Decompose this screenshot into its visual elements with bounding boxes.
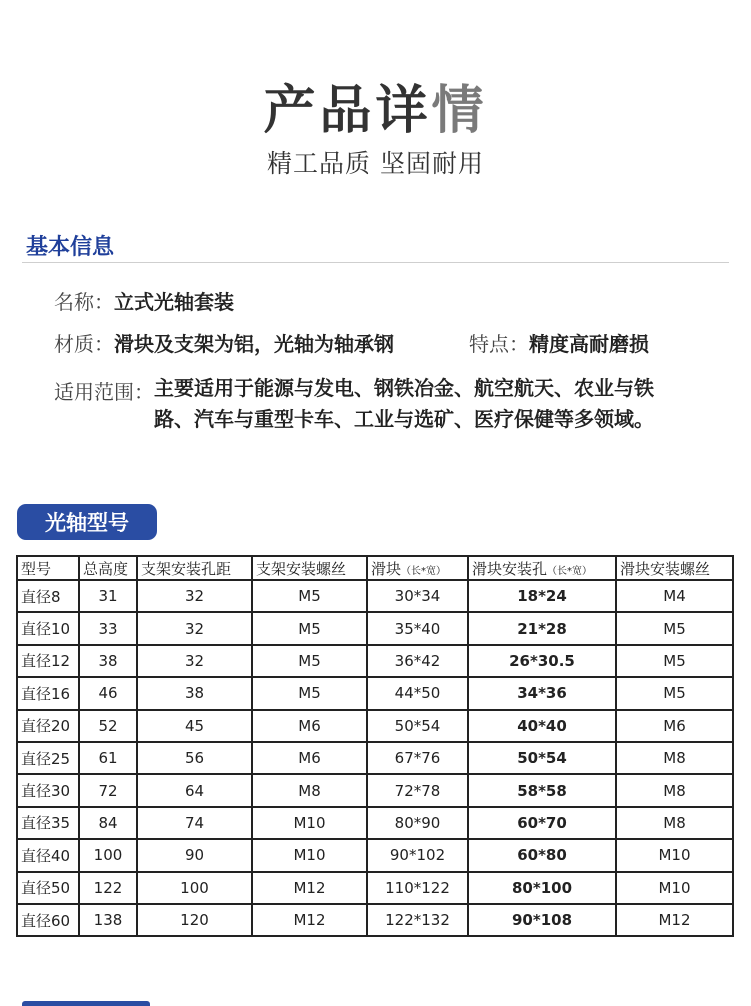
cell-bracket-hole-distance: 120 bbox=[137, 904, 252, 936]
cell-bracket-hole-distance: 32 bbox=[137, 612, 252, 644]
cell-slider-screw: M6 bbox=[616, 710, 733, 742]
cell-total-height: 84 bbox=[79, 807, 137, 839]
cell-bracket-screw: M5 bbox=[252, 580, 367, 612]
cell-slider-size: 35*40 bbox=[367, 612, 468, 644]
cell-model: 直径35 bbox=[17, 807, 79, 839]
basic-info-divider bbox=[22, 262, 729, 263]
table-row bbox=[17, 807, 733, 839]
bottom-section-bar bbox=[22, 1001, 150, 1006]
header-slider-note: （长*宽） bbox=[401, 565, 447, 577]
material-row bbox=[54, 328, 394, 357]
cell-slider-screw: M4 bbox=[616, 580, 733, 612]
header-slider-label: 滑块 bbox=[371, 559, 402, 578]
cell-total-height: 52 bbox=[79, 710, 137, 742]
scope-value bbox=[154, 373, 654, 435]
feature-label: 特点： bbox=[469, 332, 529, 356]
cell-slider-screw: M5 bbox=[616, 677, 733, 709]
cell-slider-screw: M10 bbox=[616, 839, 733, 871]
cell-bracket-hole-distance: 45 bbox=[137, 710, 252, 742]
cell-bracket-hole-distance: 64 bbox=[137, 774, 252, 806]
cell-total-height: 72 bbox=[79, 774, 137, 806]
header-slider-screw: 滑块安装螺丝 bbox=[616, 556, 733, 580]
cell-slider-size: 36*42 bbox=[367, 645, 468, 677]
cell-total-height: 138 bbox=[79, 904, 137, 936]
cell-slider-screw: M5 bbox=[616, 612, 733, 644]
cell-bracket-screw: M6 bbox=[252, 710, 367, 742]
cell-slider-size: 30*34 bbox=[367, 580, 468, 612]
header-slider-hole-note: （长*宽） bbox=[547, 565, 593, 577]
cell-slider-hole: 80*100 bbox=[468, 872, 616, 904]
table-row bbox=[17, 774, 733, 806]
cell-bracket-hole-distance: 38 bbox=[137, 677, 252, 709]
cell-slider-size: 44*50 bbox=[367, 677, 468, 709]
cell-slider-hole: 18*24 bbox=[468, 580, 616, 612]
table-row bbox=[17, 612, 733, 644]
cell-slider-size: 50*54 bbox=[367, 710, 468, 742]
spec-table bbox=[16, 555, 734, 937]
table-row bbox=[17, 710, 733, 742]
cell-bracket-screw: M5 bbox=[252, 677, 367, 709]
cell-slider-hole: 60*70 bbox=[468, 807, 616, 839]
cell-slider-hole: 90*108 bbox=[468, 904, 616, 936]
cell-total-height: 38 bbox=[79, 645, 137, 677]
table-row bbox=[17, 742, 733, 774]
cell-slider-screw: M8 bbox=[616, 807, 733, 839]
table-row bbox=[17, 872, 733, 904]
header-slider-hole bbox=[468, 556, 616, 580]
table-row bbox=[17, 904, 733, 936]
scope-line-2: 路、汽车与重型卡车、工业与选矿、医疗保健等多领域。 bbox=[154, 407, 654, 431]
cell-slider-hole: 58*58 bbox=[468, 774, 616, 806]
material-value: 滑块及支架为铝，光轴为轴承钢 bbox=[114, 332, 394, 356]
cell-slider-screw: M10 bbox=[616, 872, 733, 904]
cell-bracket-screw: M10 bbox=[252, 807, 367, 839]
cell-slider-hole: 40*40 bbox=[468, 710, 616, 742]
cell-model: 直径50 bbox=[17, 872, 79, 904]
shaft-model-pill: 光轴型号 bbox=[17, 504, 157, 540]
scope-label: 适用范围： bbox=[54, 380, 154, 404]
cell-model: 直径8 bbox=[17, 580, 79, 612]
feature-row bbox=[469, 328, 649, 357]
cell-slider-hole: 34*36 bbox=[468, 677, 616, 709]
cell-slider-size: 67*76 bbox=[367, 742, 468, 774]
cell-bracket-hole-distance: 100 bbox=[137, 872, 252, 904]
cell-model: 直径10 bbox=[17, 612, 79, 644]
cell-bracket-screw: M10 bbox=[252, 839, 367, 871]
page-title-main: 产品详 bbox=[263, 81, 432, 141]
cell-bracket-screw: M12 bbox=[252, 904, 367, 936]
cell-model: 直径25 bbox=[17, 742, 79, 774]
cell-total-height: 61 bbox=[79, 742, 137, 774]
cell-slider-screw: M5 bbox=[616, 645, 733, 677]
cell-slider-hole: 21*28 bbox=[468, 612, 616, 644]
header-slider bbox=[367, 556, 468, 580]
cell-total-height: 46 bbox=[79, 677, 137, 709]
material-label: 材质： bbox=[54, 332, 114, 356]
cell-total-height: 122 bbox=[79, 872, 137, 904]
name-row bbox=[54, 286, 234, 315]
cell-slider-hole: 50*54 bbox=[468, 742, 616, 774]
cell-model: 直径60 bbox=[17, 904, 79, 936]
cell-slider-screw: M8 bbox=[616, 742, 733, 774]
table-row bbox=[17, 645, 733, 677]
table-row bbox=[17, 677, 733, 709]
page-subtitle: 精工品质 坚固耐用 bbox=[267, 149, 484, 178]
cell-model: 直径30 bbox=[17, 774, 79, 806]
cell-bracket-hole-distance: 32 bbox=[137, 645, 252, 677]
cell-slider-size: 110*122 bbox=[367, 872, 468, 904]
header-total-height: 总高度 bbox=[79, 556, 137, 580]
cell-bracket-screw: M6 bbox=[252, 742, 367, 774]
spec-table-header-row bbox=[17, 556, 733, 580]
basic-info-heading: 基本信息 bbox=[26, 235, 115, 260]
cell-model: 直径40 bbox=[17, 839, 79, 871]
page-title-highlight: 情 bbox=[431, 81, 488, 141]
cell-model: 直径20 bbox=[17, 710, 79, 742]
name-label: 名称： bbox=[54, 290, 114, 314]
cell-slider-size: 80*90 bbox=[367, 807, 468, 839]
cell-bracket-screw: M12 bbox=[252, 872, 367, 904]
cell-bracket-hole-distance: 74 bbox=[137, 807, 252, 839]
cell-bracket-screw: M5 bbox=[252, 612, 367, 644]
cell-model: 直径16 bbox=[17, 677, 79, 709]
cell-bracket-screw: M8 bbox=[252, 774, 367, 806]
cell-slider-screw: M8 bbox=[616, 774, 733, 806]
name-value: 立式光轴套装 bbox=[114, 290, 234, 314]
cell-total-height: 31 bbox=[79, 580, 137, 612]
cell-total-height: 33 bbox=[79, 612, 137, 644]
cell-bracket-hole-distance: 90 bbox=[137, 839, 252, 871]
cell-bracket-screw: M5 bbox=[252, 645, 367, 677]
cell-slider-size: 90*102 bbox=[367, 839, 468, 871]
cell-slider-hole: 60*80 bbox=[468, 839, 616, 871]
page-title bbox=[0, 68, 751, 143]
cell-bracket-hole-distance: 32 bbox=[137, 580, 252, 612]
table-row bbox=[17, 580, 733, 612]
header-bracket-hole-distance: 支架安装孔距 bbox=[137, 556, 252, 580]
cell-slider-screw: M12 bbox=[616, 904, 733, 936]
cell-model: 直径12 bbox=[17, 645, 79, 677]
scope-line-1: 主要适用于能源与发电、钢铁冶金、航空航天、农业与铁 bbox=[154, 376, 654, 400]
spec-table-body bbox=[17, 580, 733, 936]
scope-row bbox=[54, 376, 654, 435]
header-slider-hole-label: 滑块安装孔 bbox=[472, 559, 548, 578]
cell-slider-size: 122*132 bbox=[367, 904, 468, 936]
feature-value: 精度高耐磨损 bbox=[529, 332, 649, 356]
cell-total-height: 100 bbox=[79, 839, 137, 871]
table-row bbox=[17, 839, 733, 871]
header-model: 型号 bbox=[17, 556, 79, 580]
header-bracket-screw: 支架安装螺丝 bbox=[252, 556, 367, 580]
cell-bracket-hole-distance: 56 bbox=[137, 742, 252, 774]
cell-slider-size: 72*78 bbox=[367, 774, 468, 806]
cell-slider-hole: 26*30.5 bbox=[468, 645, 616, 677]
